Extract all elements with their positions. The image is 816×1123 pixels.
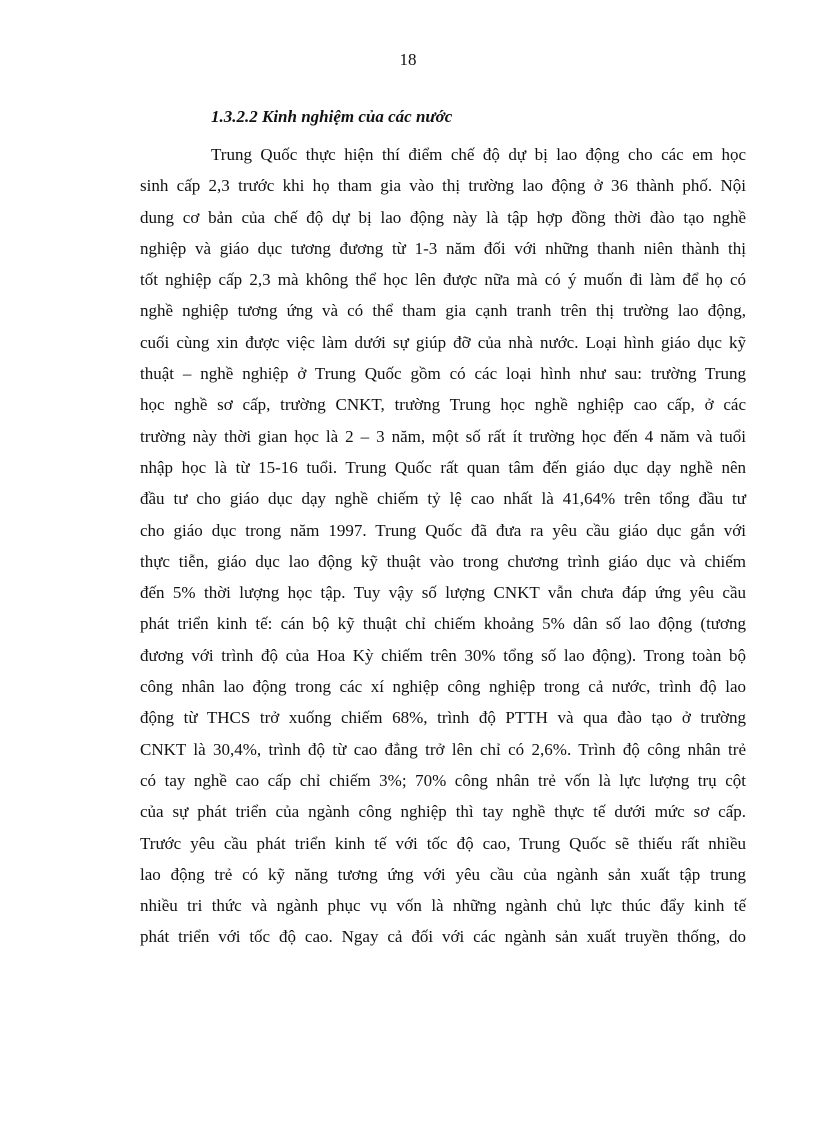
paragraph-line: học nghề sơ cấp, trường CNKT, trường Trung học nghề nghiệp cao cấp, ở các [140,395,746,415]
paragraph-line: lao động trẻ có kỹ năng tương ứng với yêu cầu của ngành sản xuất tập trung [140,864,746,884]
paragraph-line: nghiệp và giáo dục tương đương từ 1-3 năm đối với những thanh niên thành thị [140,238,746,258]
paragraph-line: cho giáo dục trong năm 1997. Trung Quốc đã đưa ra yêu cầu giáo dục gắn với [140,520,746,540]
section-heading: 1.3.2.2 Kinh nghiệm của các nước [211,107,453,126]
paragraph-line: nhập học là từ 15-16 tuổi. Trung Quốc rất quan tâm đến giáo dục dạy nghề nên [140,457,746,477]
paragraph-line: trường này thời gian học là 2 – 3 năm, một số rất ít trường học đến 4 năm và tuổi [140,426,746,446]
page-number: 18 [399,50,417,69]
paragraph-line: có tay nghề cao cấp chỉ chiếm 3%; 70% công nhân trẻ vốn là lực lượng trụ cột [140,770,746,790]
paragraph-line: đầu tư cho giáo dục dạy nghề chiếm tỷ lệ cao nhất là 41,64% trên tổng đầu tư [140,489,746,509]
body-paragraph [140,144,746,958]
paragraph-line: đương với trình độ của Hoa Kỳ chiếm trên 30% tổng số lao động). Trong toàn bộ [140,645,746,665]
paragraph-line: đến 5% thời lượng học tập. Tuy vậy số lượng CNKT vẫn chưa đáp ứng yêu cầu [140,583,746,603]
paragraph-line: sinh cấp 2,3 trước khi họ tham gia vào thị trường lao động ở 36 thành phố. Nội [140,176,746,196]
paragraph-line: CNKT là 30,4%, trình độ từ cao đẳng trở lên chỉ có 2,6%. Trình độ công nhân trẻ [140,739,746,759]
paragraph-line: phát triển kinh tế: cán bộ kỹ thuật chỉ chiếm khoảng 5% dân số lao động (tương [140,614,746,634]
paragraph-line: Trung Quốc thực hiện thí điểm chế độ dự bị lao động cho các em học [211,145,746,164]
paragraph-line: dung cơ bản của chế độ dự bị lao động này là tập hợp đồng thời đào tạo nghề [140,207,746,227]
paragraph-line: công nhân lao động trong các xí nghiệp công nghiệp trong cả nước, trình độ lao [140,677,746,697]
paragraph-line: cuối cùng xin được việc làm dưới sự giúp đỡ của nhà nước. Loại hình giáo dục kỹ [140,332,746,352]
paragraph-line: thuật – nghề nghiệp ở Trung Quốc gồm có các loại hình như sau: trường Trung [140,364,746,384]
paragraph-line: của sự phát triển của ngành công nghiệp thì tay nghề thực tế dưới mức sơ cấp. [140,802,746,822]
paragraph-line: nghề nghiệp tương ứng và có thể tham gia cạnh tranh trên thị trường lao động, [140,301,746,321]
paragraph-line: thực tiễn, giáo dục lao động kỹ thuật vào trong chương trình giáo dục và chiếm [140,551,746,571]
paragraph-line: Trước yêu cầu phát triển kinh tế với tốc độ cao, Trung Quốc sẽ thiếu rất nhiều [140,833,746,853]
paragraph-line: tốt nghiệp cấp 2,3 mà không thể học lên được nữa mà có ý muốn đi làm để họ có [140,270,746,290]
paragraph-line: phát triển với tốc độ cao. Ngay cả đối với các ngành sản xuất truyền thống, do [140,927,746,947]
paragraph-line: nhiều tri thức và ngành phục vụ vốn là những ngành chủ lực thúc đẩy kinh tế [140,896,746,916]
paragraph-line: động từ THCS trở xuống chiếm 68%, trình độ PTTH và qua đào tạo ở trường [140,708,746,728]
